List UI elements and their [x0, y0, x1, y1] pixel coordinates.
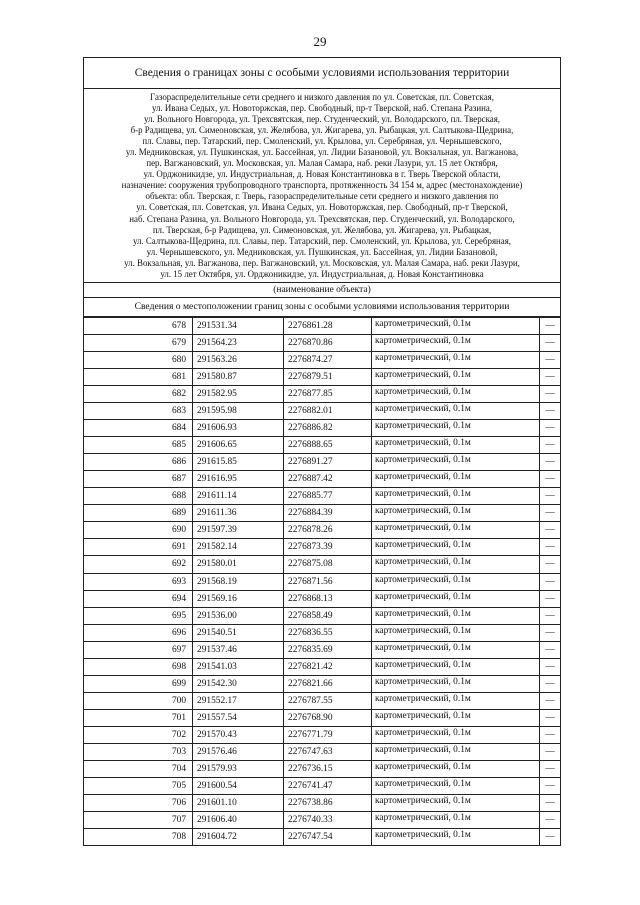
point-number-cell: 694: [84, 590, 193, 607]
determination-method-cell: картометрический, 0.1м: [372, 317, 540, 334]
accuracy-value-cell: —: [540, 590, 561, 607]
table-row: [84, 726, 561, 743]
coordinate-x-cell: 291576.46: [193, 743, 284, 760]
table-row: [84, 709, 561, 726]
table-row: [84, 471, 561, 488]
description-line: ул. Советская, пл. Советская, ул. Ивана Седых, ул. Новоторжская, пер. Свободный, пр-т Тверской,: [136, 202, 508, 213]
determination-method-cell: картометрический, 0.1м: [372, 351, 540, 368]
accuracy-value-cell: —: [540, 539, 561, 556]
coordinate-y-cell: 2276891.27: [284, 454, 372, 471]
coordinate-y-cell: 2276877.85: [284, 385, 372, 402]
coordinate-y-cell: 2276821.66: [284, 675, 372, 692]
table-row: [84, 624, 561, 641]
accuracy-value-cell: —: [540, 334, 561, 351]
header-block: [83, 57, 561, 317]
point-number-cell: 681: [84, 368, 193, 385]
determination-method-cell: картометрический, 0.1м: [372, 556, 540, 573]
accuracy-value-cell: —: [540, 829, 561, 846]
determination-method-cell: картометрический, 0.1м: [372, 641, 540, 658]
table-row: [84, 317, 561, 334]
determination-method-cell: картометрический, 0.1м: [372, 454, 540, 471]
table-row: [84, 403, 561, 420]
coordinate-y-cell: 2276747.54: [284, 829, 372, 846]
point-number-cell: 689: [84, 505, 193, 522]
table-row: [84, 556, 561, 573]
determination-method-cell: картометрический, 0.1м: [372, 403, 540, 420]
determination-method-cell: картометрический, 0.1м: [372, 829, 540, 846]
coordinate-x-cell: 291606.93: [193, 420, 284, 437]
point-number-cell: 705: [84, 778, 193, 795]
determination-method-cell: картометрический, 0.1м: [372, 795, 540, 812]
determination-method-cell: картометрический, 0.1м: [372, 385, 540, 402]
accuracy-value-cell: —: [540, 368, 561, 385]
coordinate-x-cell: 291616.95: [193, 471, 284, 488]
accuracy-value-cell: —: [540, 317, 561, 334]
accuracy-value-cell: —: [540, 385, 561, 402]
accuracy-value-cell: —: [540, 709, 561, 726]
table-row: [84, 812, 561, 829]
coordinate-y-cell: 2276858.49: [284, 607, 372, 624]
determination-method-cell: картометрический, 0.1м: [372, 368, 540, 385]
coordinate-y-cell: 2276874.27: [284, 351, 372, 368]
point-number-cell: 678: [84, 317, 193, 334]
table-row: [84, 795, 561, 812]
coordinate-x-cell: 291601.10: [193, 795, 284, 812]
description-line: пл. Славы, пер. Татарский, пер. Смоленский, ул. Крылова, ул. Серебряная, ул. Чернышевского,: [142, 136, 502, 147]
coordinate-y-cell: 2276888.65: [284, 437, 372, 454]
coordinate-x-cell: 291531.34: [193, 317, 284, 334]
accuracy-value-cell: —: [540, 573, 561, 590]
description-line: пл. Тверская, б-р Радищева, ул. Симеоновская, ул. Желябова, ул. Жигарева, ул. Рыбацкая,: [152, 224, 492, 235]
coordinate-x-cell: 291615.85: [193, 454, 284, 471]
coordinate-x-cell: 291580.01: [193, 556, 284, 573]
accuracy-value-cell: —: [540, 420, 561, 437]
coordinate-x-cell: 291606.40: [193, 812, 284, 829]
coordinate-x-cell: 291580.87: [193, 368, 284, 385]
coordinates-table-body: [84, 317, 561, 845]
document-title: Сведения о границах зоны с особыми условиями использования территории: [84, 58, 560, 89]
coordinate-y-cell: 2276771.79: [284, 726, 372, 743]
coordinate-y-cell: 2276878.26: [284, 522, 372, 539]
point-number-cell: 679: [84, 334, 193, 351]
point-number-cell: 684: [84, 420, 193, 437]
accuracy-value-cell: —: [540, 675, 561, 692]
table-row: [84, 573, 561, 590]
coordinate-y-cell: 2276835.69: [284, 641, 372, 658]
coordinate-x-cell: 291540.51: [193, 624, 284, 641]
coordinate-y-cell: 2276886.82: [284, 420, 372, 437]
coordinate-y-cell: 2276787.55: [284, 692, 372, 709]
point-number-cell: 707: [84, 812, 193, 829]
accuracy-value-cell: —: [540, 351, 561, 368]
coordinate-x-cell: 291582.14: [193, 539, 284, 556]
point-number-cell: 696: [84, 624, 193, 641]
description-line: ул. Салтыкова-Щедрина, пл. Славы, пер. Татарский, пер. Смоленский, ул. Крылова, ул. Серебряная,: [132, 235, 512, 246]
determination-method-cell: картометрический, 0.1м: [372, 607, 540, 624]
table-row: [84, 761, 561, 778]
coordinate-y-cell: 2276768.90: [284, 709, 372, 726]
coordinate-x-cell: 291611.36: [193, 505, 284, 522]
accuracy-value-cell: —: [540, 658, 561, 675]
table-row: [84, 437, 561, 454]
point-number-cell: 685: [84, 437, 193, 454]
coordinate-x-cell: 291600.54: [193, 778, 284, 795]
point-number-cell: 708: [84, 829, 193, 846]
point-number-cell: 702: [84, 726, 193, 743]
coordinate-y-cell: 2276884.39: [284, 505, 372, 522]
coordinate-x-cell: 291570.43: [193, 726, 284, 743]
accuracy-value-cell: —: [540, 812, 561, 829]
accuracy-value-cell: —: [540, 488, 561, 505]
accuracy-value-cell: —: [540, 437, 561, 454]
coordinate-x-cell: 291569.16: [193, 590, 284, 607]
page-number: 29: [313, 34, 327, 49]
accuracy-value-cell: —: [540, 778, 561, 795]
object-name-caption: (наименование объекта): [84, 283, 560, 298]
point-number-cell: 691: [84, 539, 193, 556]
determination-method-cell: картометрический, 0.1м: [372, 471, 540, 488]
point-number-cell: 692: [84, 556, 193, 573]
zone-boundary-sheet: [83, 57, 561, 846]
determination-method-cell: картометрический, 0.1м: [372, 761, 540, 778]
table-row: [84, 692, 561, 709]
point-number-cell: 688: [84, 488, 193, 505]
coordinate-x-cell: 291597.39: [193, 522, 284, 539]
coordinate-x-cell: 291606.65: [193, 437, 284, 454]
table-row: [84, 829, 561, 846]
point-number-cell: 690: [84, 522, 193, 539]
coordinate-y-cell: 2276740.33: [284, 812, 372, 829]
point-number-cell: 687: [84, 471, 193, 488]
accuracy-value-cell: —: [540, 607, 561, 624]
determination-method-cell: картометрический, 0.1м: [372, 743, 540, 760]
coordinate-y-cell: 2276875.08: [284, 556, 372, 573]
accuracy-value-cell: —: [540, 403, 561, 420]
table-row: [84, 420, 561, 437]
point-number-cell: 699: [84, 675, 193, 692]
determination-method-cell: картометрический, 0.1м: [372, 420, 540, 437]
determination-method-cell: картометрический, 0.1м: [372, 812, 540, 829]
table-row: [84, 590, 561, 607]
determination-method-cell: картометрический, 0.1м: [372, 522, 540, 539]
coordinate-y-cell: 2276887.42: [284, 471, 372, 488]
coordinates-table: [83, 317, 561, 846]
determination-method-cell: картометрический, 0.1м: [372, 437, 540, 454]
point-number-cell: 703: [84, 743, 193, 760]
table-row: [84, 522, 561, 539]
coordinate-x-cell: 291595.98: [193, 403, 284, 420]
description-line: ул. Вольного Новгорода, ул. Трехсвятская, пер. Студенческий, ул. Володарского, пл. Тверская,: [143, 114, 501, 125]
accuracy-value-cell: —: [540, 624, 561, 641]
description-line: ул. Орджоникидзе, ул. Индустриальная, д. Новая Константиновка в г. Тверь Тверской области,: [143, 169, 501, 180]
table-row: [84, 658, 561, 675]
table-row: [84, 368, 561, 385]
point-number-cell: 683: [84, 403, 193, 420]
coordinate-x-cell: 291604.72: [193, 829, 284, 846]
coordinate-y-cell: 2276741.47: [284, 778, 372, 795]
table-row: [84, 334, 561, 351]
coordinate-y-cell: 2276821.42: [284, 658, 372, 675]
description-line: назначение: сооружения трубопроводного транспорта, протяженность 34 154 м, адрес (местонахождение): [121, 180, 523, 191]
determination-method-cell: картометрический, 0.1м: [372, 505, 540, 522]
determination-method-cell: картометрический, 0.1м: [372, 675, 540, 692]
description-line: ул. Ивана Седых, ул. Новоторжская, пер. Свободный, пр-т Тверской, наб. Степана Разина,: [151, 103, 493, 114]
coordinate-y-cell: 2276870.86: [284, 334, 372, 351]
point-number-cell: 698: [84, 658, 193, 675]
accuracy-value-cell: —: [540, 556, 561, 573]
coordinate-y-cell: 2276882.01: [284, 403, 372, 420]
determination-method-cell: картометрический, 0.1м: [372, 658, 540, 675]
accuracy-value-cell: —: [540, 795, 561, 812]
table-row: [84, 385, 561, 402]
table-row: [84, 641, 561, 658]
table-row: [84, 351, 561, 368]
table-row: [84, 607, 561, 624]
point-number-cell: 704: [84, 761, 193, 778]
accuracy-value-cell: —: [540, 641, 561, 658]
object-description: [84, 89, 560, 283]
point-number-cell: 697: [84, 641, 193, 658]
coordinate-x-cell: 291552.17: [193, 692, 284, 709]
determination-method-cell: картометрический, 0.1м: [372, 624, 540, 641]
determination-method-cell: картометрический, 0.1м: [372, 778, 540, 795]
description-line: Газораспределительные сети среднего и низкого давления по ул. Советская, пл. Советская,: [150, 92, 494, 102]
coordinate-x-cell: 291557.54: [193, 709, 284, 726]
accuracy-value-cell: —: [540, 505, 561, 522]
determination-method-cell: картометрический, 0.1м: [372, 590, 540, 607]
coordinate-y-cell: 2276879.51: [284, 368, 372, 385]
determination-method-cell: картометрический, 0.1м: [372, 726, 540, 743]
coordinate-x-cell: 291563.26: [193, 351, 284, 368]
table-row: [84, 488, 561, 505]
accuracy-value-cell: —: [540, 761, 561, 778]
point-number-cell: 680: [84, 351, 193, 368]
determination-method-cell: картометрический, 0.1м: [372, 573, 540, 590]
coordinate-x-cell: 291564.23: [193, 334, 284, 351]
table-row: [84, 675, 561, 692]
description-line: ул. Медниковская, ул. Пушкинская, ул. Бассейная, ул. Лидии Базановой, ул. Вокзальная, ул. Вагжанова,: [125, 147, 519, 158]
coordinate-y-cell: 2276871.56: [284, 573, 372, 590]
description-line: ул. Чернышевского, ул. Медниковская, ул. Пушкинская, ул. Бассейная, ул. Лидии Базановой,: [146, 246, 498, 257]
accuracy-value-cell: —: [540, 471, 561, 488]
description-line: ул. Вокзальная, ул. Вагжанова, пер. Вагжановский, ул. Московская, ул. Малая Самара, наб. реки Лазури,: [124, 257, 520, 268]
coordinate-y-cell: 2276738.86: [284, 795, 372, 812]
accuracy-value-cell: —: [540, 522, 561, 539]
point-number-cell: 706: [84, 795, 193, 812]
coordinate-y-cell: 2276736.15: [284, 761, 372, 778]
coordinate-x-cell: 291541.03: [193, 658, 284, 675]
coordinate-y-cell: 2276861.28: [284, 317, 372, 334]
table-row: [84, 778, 561, 795]
point-number-cell: 682: [84, 385, 193, 402]
coordinate-x-cell: 291579.93: [193, 761, 284, 778]
coordinate-y-cell: 2276747.63: [284, 743, 372, 760]
description-line: б-р Радищева, ул. Симеоновская, ул. Желябова, ул. Жигарева, ул. Рыбацкая, ул. Салтыкова-Щедрина,: [130, 125, 514, 136]
description-line: объекта: обл. Тверская, г. Тверь, газораспределительные сети среднего и низкого давления по: [145, 191, 499, 202]
table-row: [84, 743, 561, 760]
point-number-cell: 693: [84, 573, 193, 590]
section-title: Сведения о местоположении границ зоны с особыми условиями использования территории: [134, 300, 510, 312]
description-line: пер. Вагжановский, ул. Московская, ул. Малая Самара, наб. реки Лазури, ул. 15 лет Октября,: [146, 158, 498, 169]
coordinate-y-cell: 2276836.55: [284, 624, 372, 641]
accuracy-value-cell: —: [540, 743, 561, 760]
determination-method-cell: картометрический, 0.1м: [372, 692, 540, 709]
coordinate-x-cell: 291568.19: [193, 573, 284, 590]
point-number-cell: 686: [84, 454, 193, 471]
description-line: ул. 15 лет Октября, ул. Орджоникидзе, ул. Индустриальная, д. Новая Константиновка: [160, 268, 484, 279]
point-number-cell: 695: [84, 607, 193, 624]
coordinate-x-cell: 291582.95: [193, 385, 284, 402]
coordinate-x-cell: 291537.46: [193, 641, 284, 658]
table-row: [84, 454, 561, 471]
accuracy-value-cell: —: [540, 692, 561, 709]
determination-method-cell: картометрический, 0.1м: [372, 539, 540, 556]
coordinate-y-cell: 2276885.77: [284, 488, 372, 505]
coordinate-x-cell: 291611.14: [193, 488, 284, 505]
description-line: наб. Степана Разина, ул. Вольного Новгорода, ул. Трехсвятская, пер. Студенческий, ул. Володарского,: [129, 213, 515, 224]
accuracy-value-cell: —: [540, 726, 561, 743]
point-number-cell: 701: [84, 709, 193, 726]
point-number-cell: 700: [84, 692, 193, 709]
coordinate-y-cell: 2276868.13: [284, 590, 372, 607]
coordinate-y-cell: 2276873.39: [284, 539, 372, 556]
determination-method-cell: картометрический, 0.1м: [372, 488, 540, 505]
determination-method-cell: картометрический, 0.1м: [372, 709, 540, 726]
table-row: [84, 505, 561, 522]
coordinate-x-cell: 291542.30: [193, 675, 284, 692]
table-row: [84, 539, 561, 556]
determination-method-cell: картометрический, 0.1м: [372, 334, 540, 351]
accuracy-value-cell: —: [540, 454, 561, 471]
coordinate-x-cell: 291536.00: [193, 607, 284, 624]
